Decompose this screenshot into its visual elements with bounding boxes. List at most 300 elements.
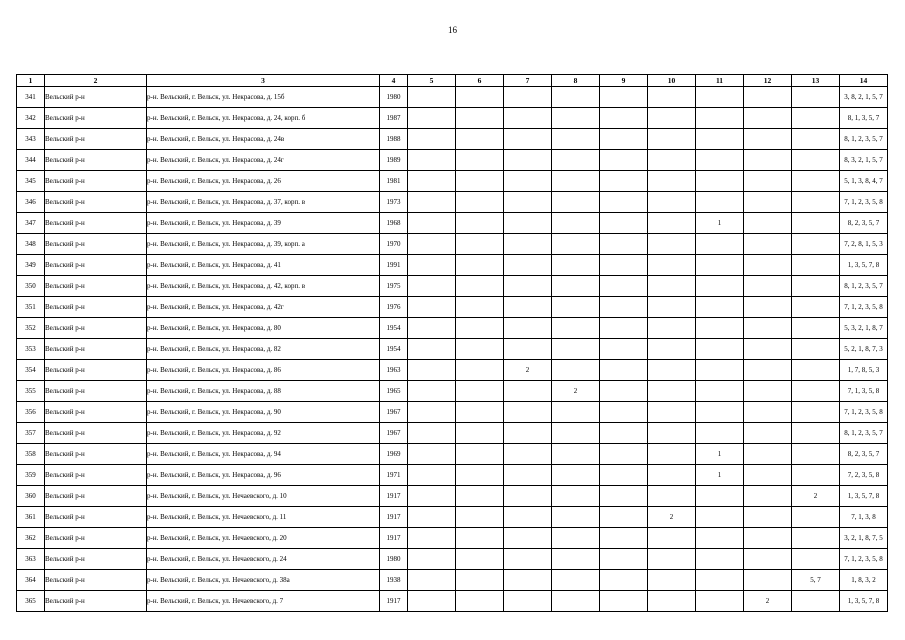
mark-cell — [456, 528, 504, 549]
codes-cell: 8, 1, 2, 3, 5, 7 — [840, 129, 888, 150]
mark-cell — [600, 87, 648, 108]
year-cell: 1991 — [380, 255, 408, 276]
column-header: 8 — [552, 75, 600, 87]
district-cell: Вельский р-н — [45, 444, 147, 465]
table-row — [17, 129, 888, 150]
mark-cell — [696, 486, 744, 507]
column-header: 14 — [840, 75, 888, 87]
mark-cell — [792, 150, 840, 171]
mark-cell — [648, 402, 696, 423]
mark-cell — [696, 297, 744, 318]
column-header: 13 — [792, 75, 840, 87]
mark-cell — [696, 528, 744, 549]
mark-cell — [744, 255, 792, 276]
row-number: 343 — [17, 129, 45, 150]
mark-cell — [600, 276, 648, 297]
mark-cell — [744, 444, 792, 465]
row-number: 363 — [17, 549, 45, 570]
mark-cell — [744, 150, 792, 171]
codes-cell: 8, 2, 3, 5, 7 — [840, 213, 888, 234]
codes-cell: 8, 1, 2, 3, 5, 7 — [840, 276, 888, 297]
mark-cell: 2 — [552, 381, 600, 402]
mark-cell — [504, 129, 552, 150]
mark-cell — [696, 339, 744, 360]
address-cell: р-н. Вельский, г. Вельск, ул. Некрасова, д. 42, корп. в — [147, 276, 380, 297]
address-cell: р-н. Вельский, г. Вельск, ул. Нечаевского, д. 38а — [147, 570, 380, 591]
mark-cell — [408, 129, 456, 150]
row-number: 352 — [17, 318, 45, 339]
mark-cell — [792, 591, 840, 612]
mark-cell — [504, 528, 552, 549]
mark-cell — [744, 507, 792, 528]
mark-cell — [504, 507, 552, 528]
mark-cell — [552, 591, 600, 612]
mark-cell — [456, 423, 504, 444]
district-cell: Вельский р-н — [45, 423, 147, 444]
mark-cell — [648, 423, 696, 444]
row-number: 364 — [17, 570, 45, 591]
mark-cell — [744, 192, 792, 213]
row-number: 365 — [17, 591, 45, 612]
mark-cell — [696, 276, 744, 297]
address-cell: р-н. Вельский, г. Вельск, ул. Некрасова, д. 96 — [147, 465, 380, 486]
mark-cell — [600, 129, 648, 150]
district-cell: Вельский р-н — [45, 108, 147, 129]
year-cell: 1917 — [380, 591, 408, 612]
row-number: 356 — [17, 402, 45, 423]
mark-cell — [600, 318, 648, 339]
mark-cell — [552, 423, 600, 444]
mark-cell — [504, 402, 552, 423]
address-cell: р-н. Вельский, г. Вельск, ул. Некрасова, д. 26 — [147, 171, 380, 192]
mark-cell — [648, 213, 696, 234]
mark-cell — [408, 423, 456, 444]
table-row — [17, 444, 888, 465]
column-header: 11 — [696, 75, 744, 87]
mark-cell: 5, 7 — [792, 570, 840, 591]
mark-cell — [648, 549, 696, 570]
table-row — [17, 108, 888, 129]
mark-cell — [456, 570, 504, 591]
mark-cell — [456, 171, 504, 192]
mark-cell — [792, 234, 840, 255]
codes-cell: 7, 1, 3, 5, 8 — [840, 381, 888, 402]
mark-cell — [600, 591, 648, 612]
district-cell: Вельский р-н — [45, 255, 147, 276]
mark-cell — [792, 192, 840, 213]
district-cell: Вельский р-н — [45, 486, 147, 507]
row-number: 348 — [17, 234, 45, 255]
table-body — [17, 87, 888, 612]
district-cell: Вельский р-н — [45, 318, 147, 339]
mark-cell — [744, 423, 792, 444]
mark-cell — [408, 360, 456, 381]
mark-cell: 2 — [504, 360, 552, 381]
mark-cell — [456, 507, 504, 528]
mark-cell — [792, 297, 840, 318]
codes-cell: 8, 3, 2, 1, 5, 7 — [840, 150, 888, 171]
mark-cell — [696, 591, 744, 612]
year-cell: 1973 — [380, 192, 408, 213]
header-row — [17, 75, 888, 87]
mark-cell — [696, 87, 744, 108]
mark-cell — [792, 339, 840, 360]
district-cell: Вельский р-н — [45, 192, 147, 213]
mark-cell — [648, 444, 696, 465]
codes-cell: 1, 3, 5, 7, 8 — [840, 486, 888, 507]
column-header: 1 — [17, 75, 45, 87]
table-row — [17, 87, 888, 108]
codes-cell: 1, 3, 5, 7, 8 — [840, 591, 888, 612]
mark-cell — [552, 360, 600, 381]
mark-cell — [648, 591, 696, 612]
year-cell: 1954 — [380, 339, 408, 360]
district-cell: Вельский р-н — [45, 234, 147, 255]
row-number: 357 — [17, 423, 45, 444]
mark-cell — [600, 171, 648, 192]
address-cell: р-н. Вельский, г. Вельск, ул. Некрасова, д. 88 — [147, 381, 380, 402]
mark-cell — [552, 444, 600, 465]
mark-cell — [504, 276, 552, 297]
mark-cell — [744, 486, 792, 507]
column-header: 4 — [380, 75, 408, 87]
district-cell: Вельский р-н — [45, 549, 147, 570]
mark-cell — [600, 255, 648, 276]
mark-cell — [648, 150, 696, 171]
year-cell: 1970 — [380, 234, 408, 255]
mark-cell — [552, 255, 600, 276]
district-cell: Вельский р-н — [45, 381, 147, 402]
mark-cell — [456, 87, 504, 108]
mark-cell — [408, 171, 456, 192]
address-cell: р-н. Вельский, г. Вельск, ул. Некрасова, д. 37, корп. в — [147, 192, 380, 213]
district-cell: Вельский р-н — [45, 570, 147, 591]
mark-cell — [504, 444, 552, 465]
row-number: 362 — [17, 528, 45, 549]
mark-cell — [456, 129, 504, 150]
mark-cell: 2 — [792, 486, 840, 507]
codes-cell: 1, 8, 3, 2 — [840, 570, 888, 591]
table-row — [17, 213, 888, 234]
mark-cell — [408, 150, 456, 171]
district-cell: Вельский р-н — [45, 171, 147, 192]
mark-cell — [648, 339, 696, 360]
mark-cell — [408, 192, 456, 213]
mark-cell — [792, 276, 840, 297]
mark-cell — [456, 150, 504, 171]
mark-cell — [648, 381, 696, 402]
address-cell: р-н. Вельский, г. Вельск, ул. Некрасова, д. 39 — [147, 213, 380, 234]
mark-cell — [792, 255, 840, 276]
mark-cell — [600, 549, 648, 570]
year-cell: 1917 — [380, 486, 408, 507]
mark-cell — [696, 360, 744, 381]
mark-cell — [744, 213, 792, 234]
mark-cell — [648, 570, 696, 591]
year-cell: 1989 — [380, 150, 408, 171]
year-cell: 1980 — [380, 87, 408, 108]
mark-cell — [600, 192, 648, 213]
mark-cell — [744, 360, 792, 381]
mark-cell — [408, 486, 456, 507]
address-cell: р-н. Вельский, г. Вельск, ул. Некрасова, д. 94 — [147, 444, 380, 465]
mark-cell — [792, 423, 840, 444]
mark-cell — [408, 255, 456, 276]
row-number: 349 — [17, 255, 45, 276]
address-cell: р-н. Вельский, г. Вельск, ул. Некрасова, д. 24г — [147, 150, 380, 171]
codes-cell: 3, 8, 2, 1, 5, 7 — [840, 87, 888, 108]
mark-cell: 2 — [744, 591, 792, 612]
mark-cell — [600, 528, 648, 549]
table-row — [17, 528, 888, 549]
codes-cell: 8, 1, 2, 3, 5, 7 — [840, 423, 888, 444]
mark-cell — [552, 213, 600, 234]
district-cell: Вельский р-н — [45, 213, 147, 234]
column-header: 10 — [648, 75, 696, 87]
mark-cell — [792, 465, 840, 486]
mark-cell — [456, 486, 504, 507]
mark-cell — [600, 402, 648, 423]
row-number: 342 — [17, 108, 45, 129]
mark-cell — [504, 255, 552, 276]
mark-cell — [552, 318, 600, 339]
mark-cell — [408, 444, 456, 465]
address-cell: р-н. Вельский, г. Вельск, ул. Нечаевского, д. 20 — [147, 528, 380, 549]
codes-cell: 7, 1, 3, 8 — [840, 507, 888, 528]
mark-cell — [456, 591, 504, 612]
mark-cell — [504, 234, 552, 255]
mark-cell — [504, 87, 552, 108]
address-cell: р-н. Вельский, г. Вельск, ул. Некрасова, д. 42г — [147, 297, 380, 318]
mark-cell — [408, 591, 456, 612]
mark-cell — [600, 108, 648, 129]
mark-cell — [792, 318, 840, 339]
mark-cell — [552, 570, 600, 591]
mark-cell — [456, 465, 504, 486]
mark-cell — [504, 591, 552, 612]
mark-cell — [456, 192, 504, 213]
address-cell: р-н. Вельский, г. Вельск, ул. Некрасова, д. 86 — [147, 360, 380, 381]
mark-cell: 1 — [696, 444, 744, 465]
mark-cell — [504, 465, 552, 486]
table-row — [17, 402, 888, 423]
mark-cell — [552, 234, 600, 255]
mark-cell — [456, 297, 504, 318]
mark-cell — [504, 570, 552, 591]
mark-cell — [600, 486, 648, 507]
mark-cell — [792, 381, 840, 402]
year-cell: 1938 — [380, 570, 408, 591]
mark-cell — [456, 444, 504, 465]
column-header: 9 — [600, 75, 648, 87]
mark-cell — [744, 549, 792, 570]
mark-cell — [744, 318, 792, 339]
mark-cell — [456, 108, 504, 129]
row-number: 347 — [17, 213, 45, 234]
row-number: 360 — [17, 486, 45, 507]
mark-cell — [744, 528, 792, 549]
address-cell: р-н. Вельский, г. Вельск, ул. Нечаевского, д. 7 — [147, 591, 380, 612]
district-cell: Вельский р-н — [45, 402, 147, 423]
row-number: 350 — [17, 276, 45, 297]
year-cell: 1967 — [380, 402, 408, 423]
mark-cell — [504, 423, 552, 444]
mark-cell — [792, 528, 840, 549]
year-cell: 1988 — [380, 129, 408, 150]
mark-cell — [792, 171, 840, 192]
mark-cell — [456, 255, 504, 276]
mark-cell — [408, 234, 456, 255]
column-header: 12 — [744, 75, 792, 87]
year-cell: 1969 — [380, 444, 408, 465]
year-cell: 1976 — [380, 297, 408, 318]
table-row — [17, 549, 888, 570]
mark-cell — [552, 339, 600, 360]
codes-cell: 7, 1, 2, 3, 5, 8 — [840, 297, 888, 318]
mark-cell — [408, 549, 456, 570]
mark-cell — [456, 276, 504, 297]
mark-cell — [648, 486, 696, 507]
row-number: 341 — [17, 87, 45, 108]
mark-cell — [744, 297, 792, 318]
mark-cell — [600, 339, 648, 360]
year-cell: 1917 — [380, 507, 408, 528]
address-cell: р-н. Вельский, г. Вельск, ул. Некрасова, д. 92 — [147, 423, 380, 444]
year-cell: 1975 — [380, 276, 408, 297]
district-cell: Вельский р-н — [45, 339, 147, 360]
codes-cell: 7, 1, 2, 3, 5, 8 — [840, 402, 888, 423]
codes-cell: 5, 2, 1, 8, 7, 3 — [840, 339, 888, 360]
mark-cell — [600, 234, 648, 255]
table-row — [17, 591, 888, 612]
district-cell: Вельский р-н — [45, 528, 147, 549]
mark-cell — [648, 108, 696, 129]
mark-cell — [744, 87, 792, 108]
year-cell: 1963 — [380, 360, 408, 381]
mark-cell — [744, 129, 792, 150]
mark-cell — [504, 297, 552, 318]
table-row — [17, 339, 888, 360]
year-cell: 1981 — [380, 171, 408, 192]
mark-cell — [456, 318, 504, 339]
year-cell: 1967 — [380, 423, 408, 444]
mark-cell — [696, 507, 744, 528]
mark-cell — [792, 507, 840, 528]
mark-cell — [744, 465, 792, 486]
year-cell: 1971 — [380, 465, 408, 486]
mark-cell — [744, 570, 792, 591]
district-cell: Вельский р-н — [45, 591, 147, 612]
codes-cell: 7, 2, 3, 5, 8 — [840, 465, 888, 486]
mark-cell — [744, 108, 792, 129]
mark-cell — [648, 360, 696, 381]
mark-cell — [504, 171, 552, 192]
mark-cell — [408, 465, 456, 486]
mark-cell — [552, 192, 600, 213]
codes-cell: 5, 1, 3, 8, 4, 7 — [840, 171, 888, 192]
mark-cell — [456, 234, 504, 255]
row-number: 353 — [17, 339, 45, 360]
mark-cell — [408, 402, 456, 423]
mark-cell — [504, 108, 552, 129]
codes-cell: 8, 2, 3, 5, 7 — [840, 444, 888, 465]
row-number: 344 — [17, 150, 45, 171]
address-cell: р-н. Вельский, г. Вельск, ул. Нечаевского, д. 24 — [147, 549, 380, 570]
table-row — [17, 486, 888, 507]
mark-cell — [792, 360, 840, 381]
year-cell: 1980 — [380, 549, 408, 570]
address-cell: р-н. Вельский, г. Вельск, ул. Некрасова, д. 24в — [147, 129, 380, 150]
mark-cell — [648, 276, 696, 297]
table-row — [17, 276, 888, 297]
mark-cell — [504, 150, 552, 171]
codes-cell: 7, 2, 8, 1, 5, 3 — [840, 234, 888, 255]
mark-cell — [504, 318, 552, 339]
mark-cell — [456, 339, 504, 360]
address-cell: р-н. Вельский, г. Вельск, ул. Нечаевского, д. 10 — [147, 486, 380, 507]
mark-cell — [696, 150, 744, 171]
codes-cell: 7, 1, 2, 3, 5, 8 — [840, 549, 888, 570]
address-cell: р-н. Вельский, г. Вельск, ул. Некрасова, д. 15б — [147, 87, 380, 108]
mark-cell — [552, 507, 600, 528]
row-number: 358 — [17, 444, 45, 465]
mark-cell: 1 — [696, 213, 744, 234]
mark-cell — [600, 444, 648, 465]
mark-cell — [600, 297, 648, 318]
codes-cell: 3, 2, 1, 8, 7, 5 — [840, 528, 888, 549]
address-cell: р-н. Вельский, г. Вельск, ул. Некрасова, д. 41 — [147, 255, 380, 276]
mark-cell — [552, 87, 600, 108]
mark-cell — [552, 528, 600, 549]
table-row — [17, 360, 888, 381]
mark-cell — [600, 570, 648, 591]
mark-cell — [696, 549, 744, 570]
column-header: 2 — [45, 75, 147, 87]
year-cell: 1954 — [380, 318, 408, 339]
address-cell: р-н. Вельский, г. Вельск, ул. Некрасова, д. 24, корп. б — [147, 108, 380, 129]
mark-cell — [408, 570, 456, 591]
mark-cell — [552, 402, 600, 423]
year-cell: 1987 — [380, 108, 408, 129]
mark-cell — [648, 171, 696, 192]
mark-cell — [792, 213, 840, 234]
table-row — [17, 192, 888, 213]
row-number: 351 — [17, 297, 45, 318]
mark-cell — [792, 108, 840, 129]
mark-cell — [504, 192, 552, 213]
mark-cell — [600, 150, 648, 171]
mark-cell — [600, 381, 648, 402]
mark-cell — [552, 465, 600, 486]
mark-cell — [792, 87, 840, 108]
mark-cell — [696, 129, 744, 150]
mark-cell — [552, 549, 600, 570]
mark-cell — [648, 192, 696, 213]
row-number: 355 — [17, 381, 45, 402]
mark-cell — [744, 171, 792, 192]
mark-cell — [408, 381, 456, 402]
table-row — [17, 465, 888, 486]
row-number: 345 — [17, 171, 45, 192]
mark-cell — [552, 129, 600, 150]
year-cell: 1917 — [380, 528, 408, 549]
district-cell: Вельский р-н — [45, 276, 147, 297]
address-cell: р-н. Вельский, г. Вельск, ул. Некрасова, д. 39, корп. а — [147, 234, 380, 255]
table-row — [17, 318, 888, 339]
mark-cell — [408, 108, 456, 129]
column-header: 5 — [408, 75, 456, 87]
mark-cell — [552, 486, 600, 507]
